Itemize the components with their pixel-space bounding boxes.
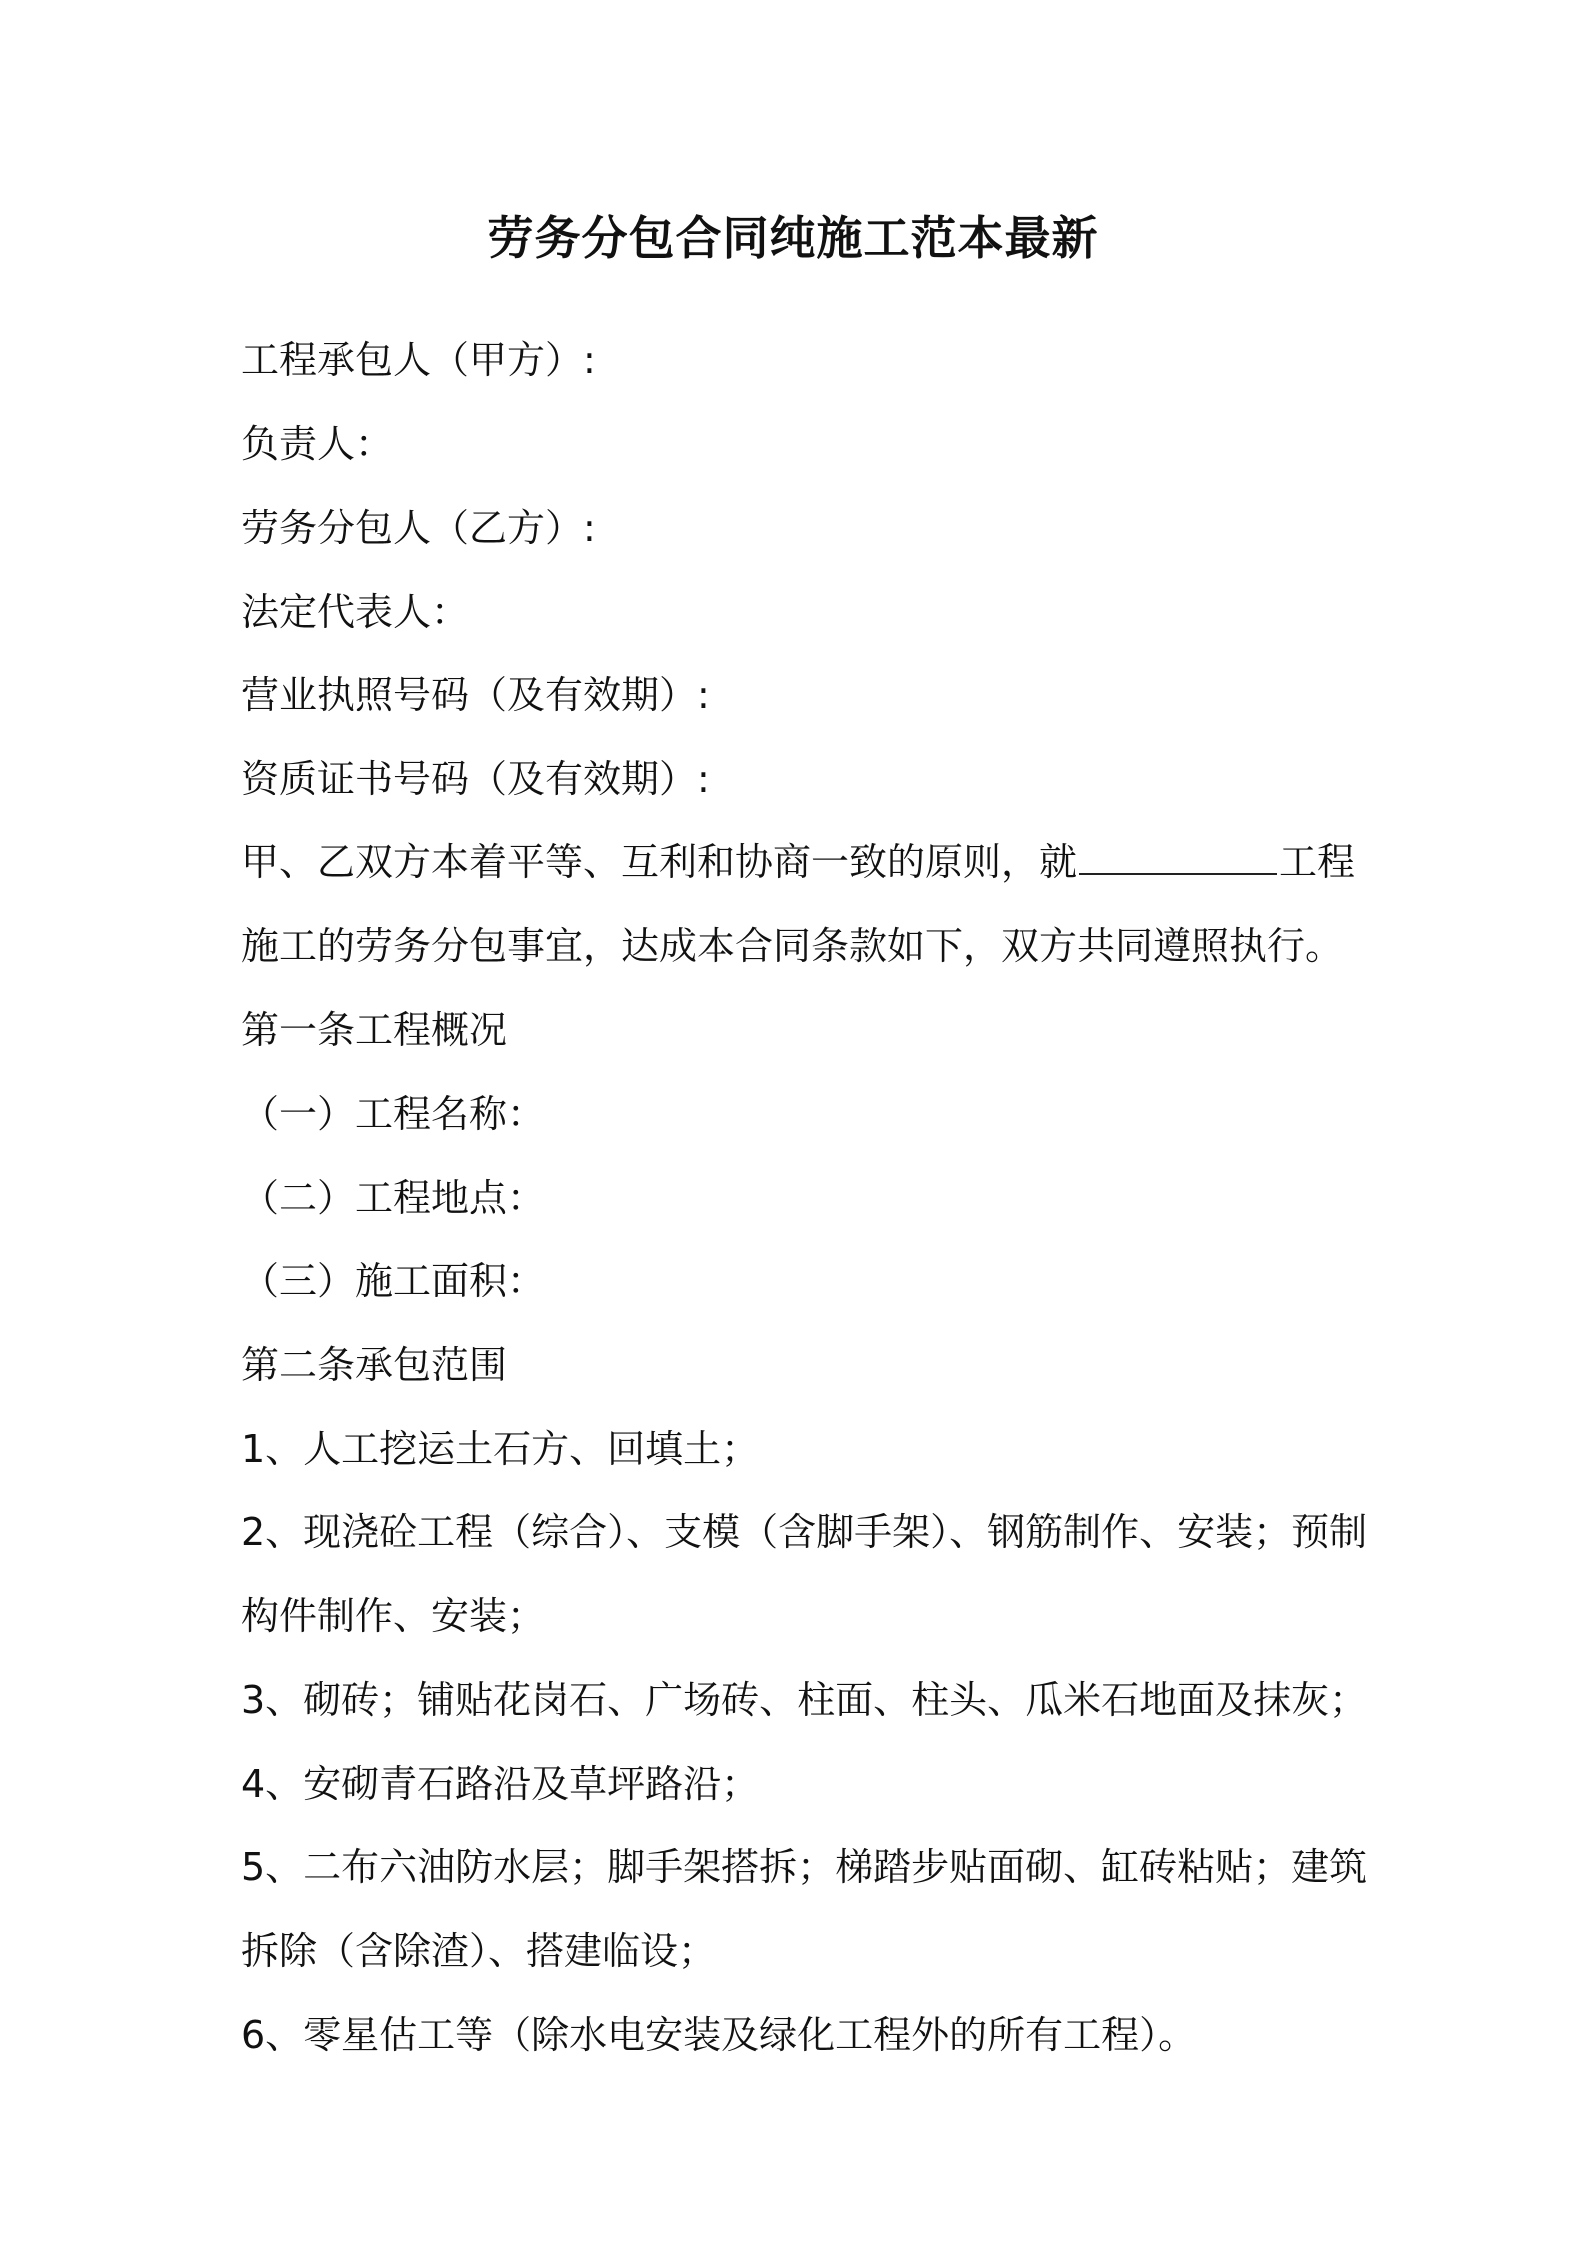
article1-item-project-location: （二）工程地点： — [241, 1176, 546, 1220]
intro-paragraph-line2: 施工的劳务分包事宜，达成本合同条款如下，双方共同遵照执行。 — [241, 924, 1344, 968]
intro-text-after-blank: 工程 — [1279, 840, 1356, 884]
article2-line-2: 2、现浇砼工程（综合）、支模（含脚手架）、钢筋制作、安装；预制 — [241, 1510, 1368, 1554]
article1-heading: 第一条工程概况 — [241, 1008, 508, 1052]
article2-line-4: 4、安砌青石路沿及草坪路沿； — [241, 1762, 760, 1806]
document-title: 劳务分包合同纯施工范本最新 — [487, 211, 1099, 265]
article2-line-5-cont: 拆除（含除渣）、搭建临设； — [241, 1929, 717, 1973]
field-contractor: 工程承包人（甲方）: — [241, 338, 596, 382]
field-business-license: 营业执照号码（及有效期）: — [241, 673, 710, 717]
article2-line-2-cont: 构件制作、安装； — [241, 1594, 546, 1638]
article1-item-project-name: （一）工程名称： — [241, 1092, 546, 1136]
field-subcontractor: 劳务分包人（乙方）: — [241, 506, 596, 550]
article2-line-1: 1、人工挖运土石方、回填土； — [241, 1427, 760, 1471]
article2-line-3: 3、砌砖；铺贴花岗石、广场砖、柱面、柱头、瓜米石地面及抹灰； — [241, 1678, 1368, 1722]
project-name-blank — [1079, 835, 1277, 875]
article2-heading: 第二条承包范围 — [241, 1343, 508, 1387]
field-legal-representative: 法定代表人： — [241, 590, 470, 634]
article2-line-5: 5、二布六油防水层；脚手架搭拆；梯踏步贴面砌、缸砖粘贴；建筑 — [241, 1845, 1368, 1889]
field-qualification-certificate: 资质证书号码（及有效期）: — [241, 757, 710, 801]
article2-line-6: 6、零星估工等（除水电安装及绿化工程外的所有工程）。 — [241, 2013, 1197, 2057]
intro-text-before-blank: 甲、乙双方本着平等、互利和协商一致的原则，就 — [241, 840, 1078, 884]
field-responsible-person: 负责人： — [241, 422, 394, 466]
article1-item-construction-area: （三）施工面积： — [241, 1259, 546, 1303]
intro-paragraph-line1 — [241, 834, 1355, 890]
